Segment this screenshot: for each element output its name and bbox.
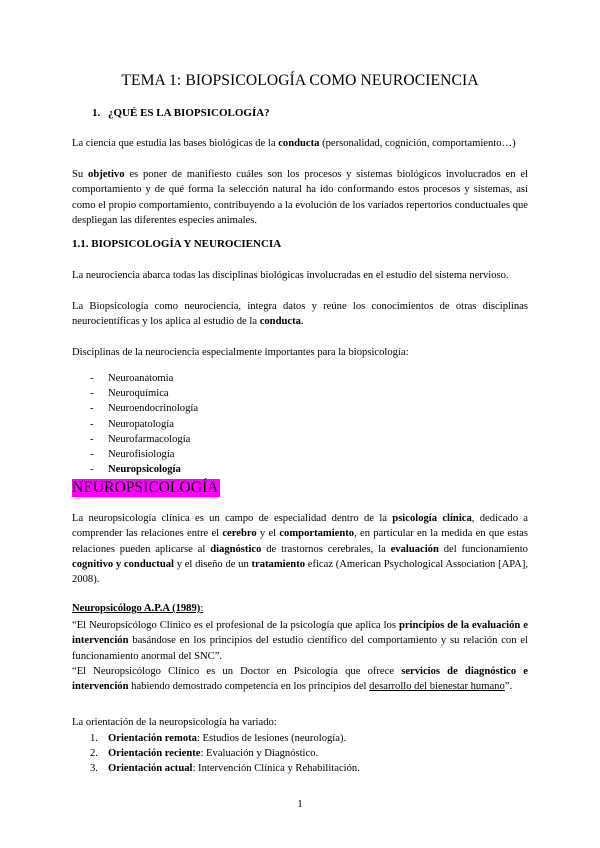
list-item-text: Neurofisiología <box>108 449 175 461</box>
list-number: 2. <box>90 748 98 760</box>
text: La Biopsicología como neurociencia, integra datos y reúne los conocimientos de otras disciplinas neurocientíficas y los aplica al estudio de la <box>72 301 528 328</box>
text: eficaz (American Psychological Association [APA], 2008). <box>72 558 528 586</box>
apa-definition-heading <box>72 603 203 614</box>
quote-1 <box>72 618 528 664</box>
text: y el <box>256 528 280 540</box>
text: habiendo demostrado competencia en los principios del <box>128 681 370 693</box>
list-number: 3. <box>90 763 98 775</box>
text: “El Neuropsicólogo Clínico es el profesional de la psicología que aplica los <box>72 620 399 631</box>
bold-term: conducta <box>259 316 301 328</box>
objective-paragraph <box>72 167 528 228</box>
text: La neuropsicología clínica es un campo de especialidad dentro de la <box>72 513 393 524</box>
bold-term: comportamiento <box>279 528 355 540</box>
list-item <box>90 386 198 401</box>
page-number: 1 <box>297 798 303 810</box>
list-item-text: Neuroendocrinología <box>108 403 199 415</box>
list-item-text: Neuropsicología <box>108 464 181 476</box>
list-item <box>90 371 198 386</box>
text: Su <box>72 169 89 180</box>
orientation-list <box>90 731 360 777</box>
text: es poner de manifiesto cuáles son los procesos y sistemas biológicos involucrados en el comportamiento y de qué forma la selección natural ha ido conformando estos procesos y sistemas, así como el propio comportamiento, contribuyendo a la evolución de los variados repertorios conductuales que despliegan las diferentes especies animales. <box>72 169 528 226</box>
list-item-text: Neuropatología <box>108 418 174 430</box>
disciplines-intro: Disciplinas de la neurociencia especialmente importantes para la biopsicología: <box>72 347 409 358</box>
text: La ciencia que estudia las bases biológicas de la <box>72 138 279 149</box>
bold-term: Orientación actual <box>108 763 193 775</box>
section-title: ¿QUÉ ES LA BIOPSICOLOGÍA? <box>108 107 270 119</box>
text: de trastornos cerebrales, la <box>261 543 391 555</box>
underlined-term: desarrollo del bienestar humano <box>369 681 505 693</box>
dash: - <box>90 403 94 415</box>
dash: - <box>90 418 94 430</box>
section-number: 1. <box>92 107 101 119</box>
dash: - <box>90 373 94 384</box>
bold-term: tratamiento <box>251 558 306 570</box>
subsection-heading: 1.1. BIOPSICOLOGÍA Y NEUROCIENCIA <box>72 238 282 250</box>
dash: - <box>90 388 94 400</box>
list-item-text: Neuroanatomía <box>108 373 174 384</box>
neuroscience-paragraph: La neurociencia abarca todas las disciplinas biológicas involucradas en el estudio del sistema nervioso. <box>72 270 509 281</box>
text: : <box>200 603 204 614</box>
definition-paragraph <box>72 136 528 151</box>
clinical-neuropsychology-paragraph <box>72 511 528 587</box>
bold-term: psicología clínica <box>392 513 472 524</box>
bold-term: cognitivo y conductual <box>72 558 174 570</box>
bold-term: objetivo <box>88 169 125 180</box>
list-item-text: Neuroquímica <box>108 388 169 400</box>
bold-term: Orientación remota <box>108 733 197 744</box>
dash: - <box>90 449 94 461</box>
bold-term: evaluación <box>390 543 439 555</box>
text: . <box>300 316 304 328</box>
text: : Evaluación y Diagnóstico. <box>200 748 319 760</box>
text: , en particular en la medida en que estas relaciones pueden aplicarse al <box>72 528 528 555</box>
list-item <box>90 746 360 761</box>
text: (personalidad, cognición, comportamiento…) <box>319 138 516 149</box>
bold-term: servicios de diagnóstico e intervención <box>72 666 528 693</box>
orientation-intro: La orientación de la neuropsicología ha variado: <box>72 717 277 728</box>
text: ”. <box>504 681 513 693</box>
disciplines-list <box>90 371 198 477</box>
text: , dedicado a comprender las relaciones entre el <box>72 513 529 540</box>
list-item <box>90 447 198 462</box>
list-item <box>90 761 360 776</box>
text: : Estudios de lesiones (neurología). <box>196 733 347 744</box>
quote-2 <box>72 664 528 695</box>
dash: - <box>90 433 94 445</box>
text: basándose en los principios del estudio científico del comportamiento y su relación con el funcionamiento anormal del SNC”. <box>72 635 528 662</box>
bold-term: Orientación reciente <box>108 748 201 760</box>
text: “El Neuropsicólogo Clínico es un Doctor en Psicología que ofrece <box>72 666 402 677</box>
list-item <box>90 462 198 477</box>
section-heading-1 <box>92 107 270 119</box>
list-item <box>90 401 198 416</box>
list-item <box>90 432 198 447</box>
bold-term: cerebro <box>222 528 257 540</box>
text: del funcionamiento <box>438 543 528 555</box>
list-item <box>90 417 198 432</box>
bold-term: diagnóstico <box>210 543 262 555</box>
bold-term: conducta <box>278 138 320 149</box>
list-number: 1. <box>90 733 98 744</box>
biopsychology-paragraph <box>72 299 528 330</box>
text: : Intervención Clínica y Rehabilitación. <box>192 763 360 775</box>
list-item <box>90 731 360 746</box>
list-item-text: Neurofarmacología <box>108 433 191 445</box>
text: y el diseño de un <box>173 558 252 570</box>
dash: - <box>90 464 94 476</box>
document-title: TEMA 1: BIOPSICOLOGÍA COMO NEUROCIENCIA <box>121 72 479 89</box>
bold-term: principios de la evaluación e intervención <box>72 620 528 647</box>
neuropsychology-heading: NEUROPSICOLOGÍA <box>72 479 219 496</box>
bold-term: Neuropsicólogo A.P.A (1989) <box>72 603 201 614</box>
